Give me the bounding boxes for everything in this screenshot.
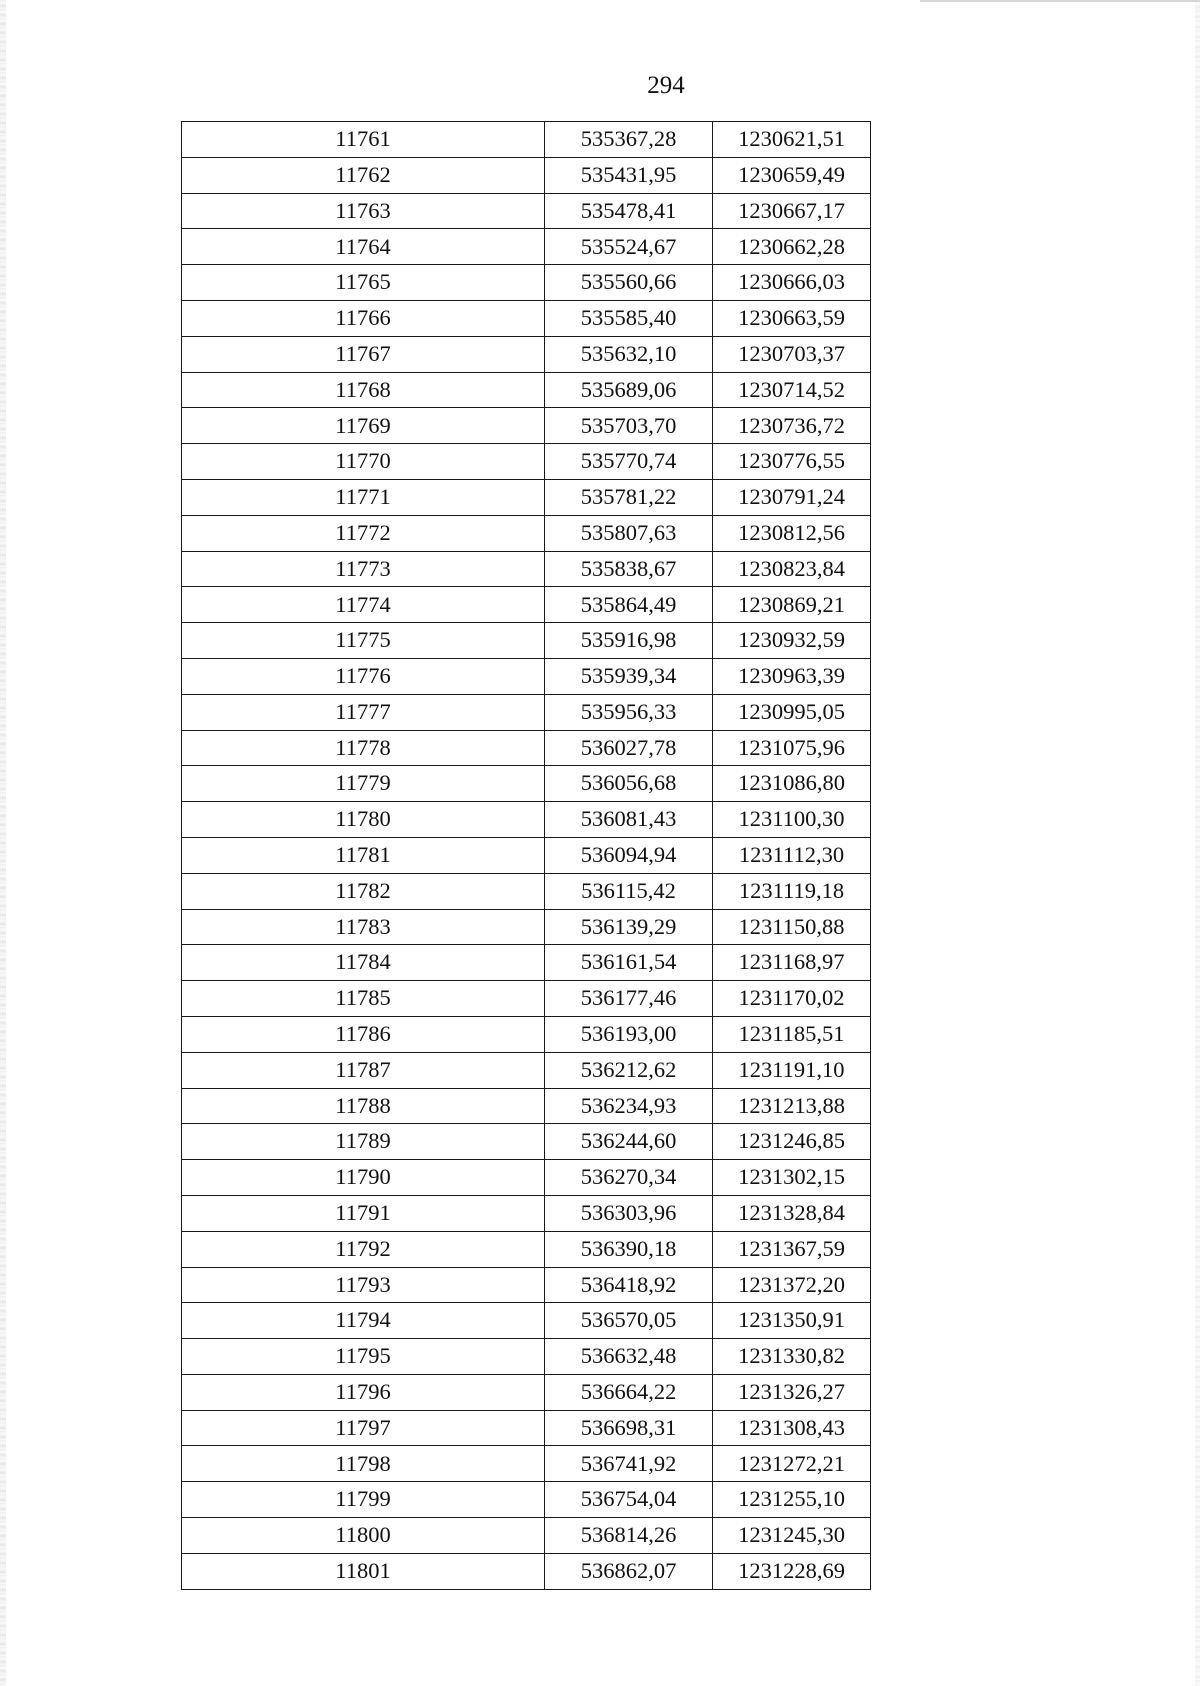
- x-coordinate-cell: 536698,31: [545, 1410, 713, 1446]
- table-row: [182, 336, 871, 372]
- point-number-cell: 11777: [182, 694, 545, 730]
- table-row: [182, 1482, 871, 1518]
- point-number-cell: 11796: [182, 1374, 545, 1410]
- point-number-cell: 11790: [182, 1160, 545, 1196]
- y-coordinate-cell: 1231119,18: [713, 873, 871, 909]
- y-coordinate-cell: 1231246,85: [713, 1124, 871, 1160]
- x-coordinate-cell: 536862,07: [545, 1553, 713, 1589]
- x-coordinate-cell: 536056,68: [545, 766, 713, 802]
- y-coordinate-cell: 1230963,39: [713, 658, 871, 694]
- x-coordinate-cell: 536270,34: [545, 1160, 713, 1196]
- x-coordinate-cell: 535939,34: [545, 658, 713, 694]
- y-coordinate-cell: 1231075,96: [713, 730, 871, 766]
- x-coordinate-cell: 535864,49: [545, 587, 713, 623]
- y-coordinate-cell: 1231255,10: [713, 1482, 871, 1518]
- x-coordinate-cell: 536161,54: [545, 945, 713, 981]
- point-number-cell: 11770: [182, 444, 545, 480]
- point-number-cell: 11795: [182, 1339, 545, 1375]
- table-row: [182, 1339, 871, 1375]
- x-coordinate-cell: 535585,40: [545, 300, 713, 336]
- x-coordinate-cell: 535524,67: [545, 229, 713, 265]
- point-number-cell: 11767: [182, 336, 545, 372]
- table-row: [182, 981, 871, 1017]
- y-coordinate-cell: 1230776,55: [713, 444, 871, 480]
- y-coordinate-cell: 1231086,80: [713, 766, 871, 802]
- x-coordinate-cell: 536664,22: [545, 1374, 713, 1410]
- x-coordinate-cell: 535770,74: [545, 444, 713, 480]
- table-row: [182, 1374, 871, 1410]
- point-number-cell: 11764: [182, 229, 545, 265]
- x-coordinate-cell: 535916,98: [545, 623, 713, 659]
- x-coordinate-cell: 536212,62: [545, 1052, 713, 1088]
- point-number-cell: 11783: [182, 909, 545, 945]
- y-coordinate-cell: 1231372,20: [713, 1267, 871, 1303]
- table-row: [182, 157, 871, 193]
- point-number-cell: 11787: [182, 1052, 545, 1088]
- x-coordinate-cell: 535807,63: [545, 515, 713, 551]
- point-number-cell: 11774: [182, 587, 545, 623]
- point-number-cell: 11801: [182, 1553, 545, 1589]
- table-row: [182, 587, 871, 623]
- y-coordinate-cell: 1230932,59: [713, 623, 871, 659]
- point-number-cell: 11786: [182, 1016, 545, 1052]
- table-row: [182, 694, 871, 730]
- table-row: [182, 122, 871, 158]
- y-coordinate-cell: 1231367,59: [713, 1231, 871, 1267]
- table-row: [182, 408, 871, 444]
- y-coordinate-cell: 1231112,30: [713, 837, 871, 873]
- x-coordinate-cell: 535781,22: [545, 479, 713, 515]
- page-number: 294: [647, 72, 685, 99]
- point-number-cell: 11769: [182, 408, 545, 444]
- y-coordinate-cell: 1231245,30: [713, 1518, 871, 1554]
- table-row: [182, 1124, 871, 1160]
- table-row: [182, 873, 871, 909]
- point-number-cell: 11771: [182, 479, 545, 515]
- table-row: [182, 766, 871, 802]
- point-number-cell: 11789: [182, 1124, 545, 1160]
- table-row: [182, 909, 871, 945]
- y-coordinate-cell: 1230736,72: [713, 408, 871, 444]
- y-coordinate-cell: 1230662,28: [713, 229, 871, 265]
- y-coordinate-cell: 1230621,51: [713, 122, 871, 158]
- x-coordinate-cell: 535703,70: [545, 408, 713, 444]
- point-number-cell: 11766: [182, 300, 545, 336]
- point-number-cell: 11794: [182, 1303, 545, 1339]
- y-coordinate-cell: 1230666,03: [713, 265, 871, 301]
- point-number-cell: 11784: [182, 945, 545, 981]
- y-coordinate-cell: 1231308,43: [713, 1410, 871, 1446]
- point-number-cell: 11800: [182, 1518, 545, 1554]
- table-row: [182, 1231, 871, 1267]
- x-coordinate-cell: 536244,60: [545, 1124, 713, 1160]
- y-coordinate-cell: 1231350,91: [713, 1303, 871, 1339]
- point-number-cell: 11778: [182, 730, 545, 766]
- table-row: [182, 802, 871, 838]
- y-coordinate-cell: 1231170,02: [713, 981, 871, 1017]
- y-coordinate-cell: 1231302,15: [713, 1160, 871, 1196]
- y-coordinate-cell: 1230714,52: [713, 372, 871, 408]
- table-row: [182, 945, 871, 981]
- x-coordinate-cell: 536081,43: [545, 802, 713, 838]
- x-coordinate-cell: 536754,04: [545, 1482, 713, 1518]
- point-number-cell: 11765: [182, 265, 545, 301]
- table-row: [182, 1446, 871, 1482]
- x-coordinate-cell: 536234,93: [545, 1088, 713, 1124]
- x-coordinate-cell: 536390,18: [545, 1231, 713, 1267]
- y-coordinate-cell: 1230823,84: [713, 551, 871, 587]
- x-coordinate-cell: 535632,10: [545, 336, 713, 372]
- table-row: [182, 1195, 871, 1231]
- table-row: [182, 623, 871, 659]
- point-number-cell: 11768: [182, 372, 545, 408]
- scan-edge-top: [920, 0, 1200, 2]
- y-coordinate-cell: 1231150,88: [713, 909, 871, 945]
- y-coordinate-cell: 1231100,30: [713, 802, 871, 838]
- y-coordinate-cell: 1231168,97: [713, 945, 871, 981]
- table-row: [182, 1016, 871, 1052]
- y-coordinate-cell: 1231185,51: [713, 1016, 871, 1052]
- point-number-cell: 11793: [182, 1267, 545, 1303]
- table-row: [182, 837, 871, 873]
- y-coordinate-cell: 1231228,69: [713, 1553, 871, 1589]
- x-coordinate-cell: 535478,41: [545, 193, 713, 229]
- table-row: [182, 479, 871, 515]
- x-coordinate-cell: 535431,95: [545, 157, 713, 193]
- point-number-cell: 11772: [182, 515, 545, 551]
- y-coordinate-cell: 1231330,82: [713, 1339, 871, 1375]
- table-row: [182, 1410, 871, 1446]
- table-row: [182, 515, 871, 551]
- table-row: [182, 730, 871, 766]
- point-number-cell: 11792: [182, 1231, 545, 1267]
- x-coordinate-cell: 536741,92: [545, 1446, 713, 1482]
- x-coordinate-cell: 536303,96: [545, 1195, 713, 1231]
- x-coordinate-cell: 536115,42: [545, 873, 713, 909]
- x-coordinate-cell: 536177,46: [545, 981, 713, 1017]
- table-row: [182, 300, 871, 336]
- point-number-cell: 11788: [182, 1088, 545, 1124]
- scan-edge-left: [0, 0, 6, 1686]
- table-row: [182, 1267, 871, 1303]
- table-row: [182, 1518, 871, 1554]
- x-coordinate-cell: 536814,26: [545, 1518, 713, 1554]
- y-coordinate-cell: 1230667,17: [713, 193, 871, 229]
- y-coordinate-cell: 1231326,27: [713, 1374, 871, 1410]
- table-row: [182, 551, 871, 587]
- x-coordinate-cell: 535956,33: [545, 694, 713, 730]
- x-coordinate-cell: 535838,67: [545, 551, 713, 587]
- point-number-cell: 11780: [182, 802, 545, 838]
- y-coordinate-cell: 1231191,10: [713, 1052, 871, 1088]
- table-row: [182, 265, 871, 301]
- table-row: [182, 229, 871, 265]
- x-coordinate-cell: 536027,78: [545, 730, 713, 766]
- x-coordinate-cell: 536632,48: [545, 1339, 713, 1375]
- y-coordinate-cell: 1230703,37: [713, 336, 871, 372]
- table-row: [182, 1303, 871, 1339]
- table-row: [182, 658, 871, 694]
- scan-edge-right: [1195, 0, 1200, 1686]
- table-row: [182, 1052, 871, 1088]
- y-coordinate-cell: 1230995,05: [713, 694, 871, 730]
- point-number-cell: 11791: [182, 1195, 545, 1231]
- point-number-cell: 11781: [182, 837, 545, 873]
- point-number-cell: 11775: [182, 623, 545, 659]
- coordinates-table-body: [182, 122, 871, 1590]
- y-coordinate-cell: 1230663,59: [713, 300, 871, 336]
- point-number-cell: 11762: [182, 157, 545, 193]
- x-coordinate-cell: 535689,06: [545, 372, 713, 408]
- point-number-cell: 11773: [182, 551, 545, 587]
- point-number-cell: 11761: [182, 122, 545, 158]
- table-row: [182, 1160, 871, 1196]
- y-coordinate-cell: 1230869,21: [713, 587, 871, 623]
- y-coordinate-cell: 1231272,21: [713, 1446, 871, 1482]
- y-coordinate-cell: 1231213,88: [713, 1088, 871, 1124]
- point-number-cell: 11779: [182, 766, 545, 802]
- x-coordinate-cell: 536139,29: [545, 909, 713, 945]
- x-coordinate-cell: 536570,05: [545, 1303, 713, 1339]
- y-coordinate-cell: 1230812,56: [713, 515, 871, 551]
- point-number-cell: 11785: [182, 981, 545, 1017]
- x-coordinate-cell: 535560,66: [545, 265, 713, 301]
- x-coordinate-cell: 536193,00: [545, 1016, 713, 1052]
- x-coordinate-cell: 536094,94: [545, 837, 713, 873]
- table-row: [182, 444, 871, 480]
- point-number-cell: 11763: [182, 193, 545, 229]
- point-number-cell: 11799: [182, 1482, 545, 1518]
- point-number-cell: 11782: [182, 873, 545, 909]
- y-coordinate-cell: 1231328,84: [713, 1195, 871, 1231]
- x-coordinate-cell: 536418,92: [545, 1267, 713, 1303]
- table-row: [182, 1553, 871, 1589]
- y-coordinate-cell: 1230659,49: [713, 157, 871, 193]
- table-row: [182, 193, 871, 229]
- table-row: [182, 1088, 871, 1124]
- point-number-cell: 11797: [182, 1410, 545, 1446]
- y-coordinate-cell: 1230791,24: [713, 479, 871, 515]
- table-row: [182, 372, 871, 408]
- coordinates-table: [181, 121, 871, 1590]
- x-coordinate-cell: 535367,28: [545, 122, 713, 158]
- point-number-cell: 11798: [182, 1446, 545, 1482]
- point-number-cell: 11776: [182, 658, 545, 694]
